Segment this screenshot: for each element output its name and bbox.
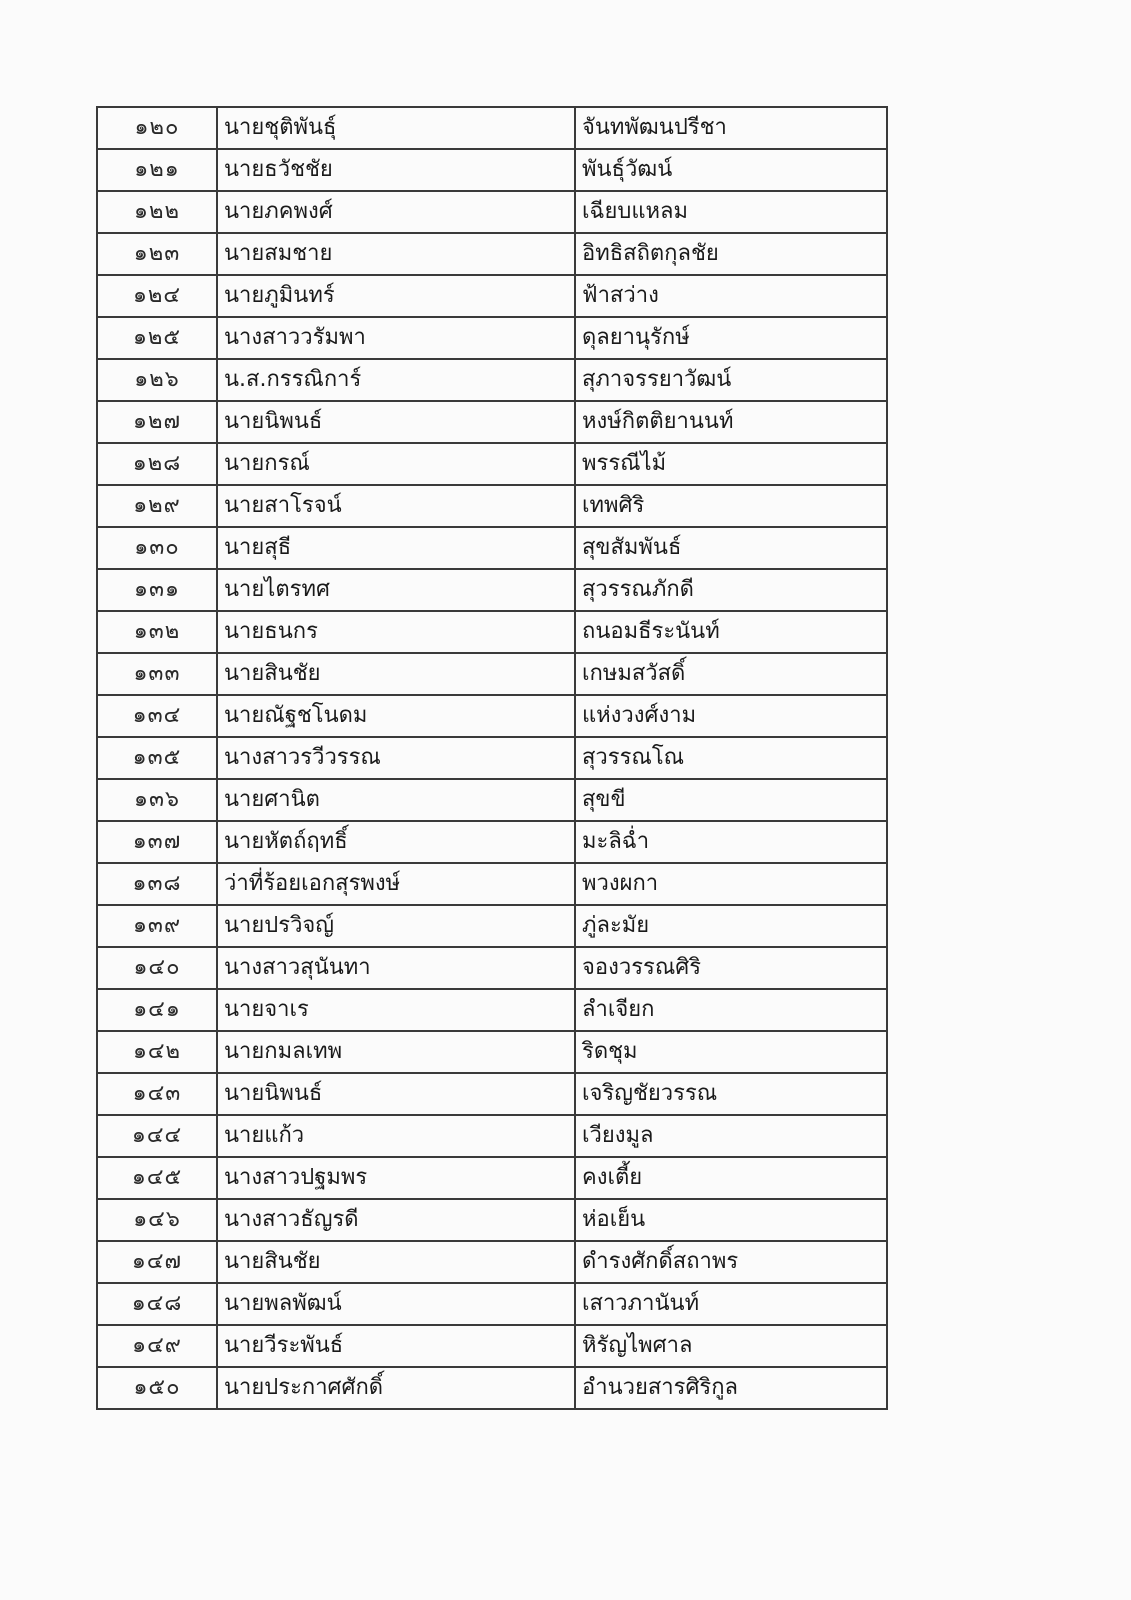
last-name: อำนวยสารศิริกูล	[575, 1367, 887, 1409]
row-number: ๑๓๔	[97, 695, 217, 737]
table-row	[97, 737, 887, 779]
row-number: ๑๒๒	[97, 191, 217, 233]
last-name: หิรัญไพศาล	[575, 1325, 887, 1367]
table-row	[97, 863, 887, 905]
table-row	[97, 527, 887, 569]
table-row	[97, 695, 887, 737]
row-number: ๑๕๐	[97, 1367, 217, 1409]
row-number: ๑๔๙	[97, 1325, 217, 1367]
row-number: ๑๒๘	[97, 443, 217, 485]
last-name: ริดชุม	[575, 1031, 887, 1073]
first-name: นายณัฐชโนดม	[217, 695, 575, 737]
table-row	[97, 485, 887, 527]
table-row	[97, 569, 887, 611]
last-name: ฟ้าสว่าง	[575, 275, 887, 317]
last-name: ลำเจียก	[575, 989, 887, 1031]
row-number: ๑๓๐	[97, 527, 217, 569]
last-name: มะลิฉ่ำ	[575, 821, 887, 863]
row-number: ๑๔๖	[97, 1199, 217, 1241]
first-name: น.ส.กรรณิการ์	[217, 359, 575, 401]
table-row	[97, 1157, 887, 1199]
table-row	[97, 359, 887, 401]
first-name: นายนิพนธ์	[217, 401, 575, 443]
table-row	[97, 779, 887, 821]
table-row	[97, 1073, 887, 1115]
table-row	[97, 611, 887, 653]
first-name: นายกมลเทพ	[217, 1031, 575, 1073]
table-row	[97, 1115, 887, 1157]
first-name: นางสาวปฐมพร	[217, 1157, 575, 1199]
row-number: ๑๔๘	[97, 1283, 217, 1325]
first-name: นายสมชาย	[217, 233, 575, 275]
table-row	[97, 947, 887, 989]
first-name: นายศานิต	[217, 779, 575, 821]
row-number: ๑๔๕	[97, 1157, 217, 1199]
row-number: ๑๓๓	[97, 653, 217, 695]
row-number: ๑๔๐	[97, 947, 217, 989]
last-name: พันธุ์วัฒน์	[575, 149, 887, 191]
last-name: เสาวภานันท์	[575, 1283, 887, 1325]
last-name: คงเตี้ย	[575, 1157, 887, 1199]
last-name: สุขขี	[575, 779, 887, 821]
table-row	[97, 233, 887, 275]
last-name: เกษมสวัสดิ์	[575, 653, 887, 695]
table-row	[97, 821, 887, 863]
table-row	[97, 401, 887, 443]
first-name: นายแก้ว	[217, 1115, 575, 1157]
first-name: นายสินชัย	[217, 653, 575, 695]
first-name: นางสาวธัญรดี	[217, 1199, 575, 1241]
table-row	[97, 653, 887, 695]
first-name: นายสินชัย	[217, 1241, 575, 1283]
row-number: ๑๒๕	[97, 317, 217, 359]
first-name: นายธนกร	[217, 611, 575, 653]
last-name: สุขสัมพันธ์	[575, 527, 887, 569]
last-name: จองวรรณศิริ	[575, 947, 887, 989]
last-name: เจริญชัยวรรณ	[575, 1073, 887, 1115]
row-number: ๑๓๘	[97, 863, 217, 905]
table-row	[97, 905, 887, 947]
table-row	[97, 1367, 887, 1409]
first-name: นายภคพงศ์	[217, 191, 575, 233]
last-name: เฉียบแหลม	[575, 191, 887, 233]
last-name: สุภาจรรยาวัฒน์	[575, 359, 887, 401]
first-name: นางสาวสุนันทา	[217, 947, 575, 989]
row-number: ๑๓๑	[97, 569, 217, 611]
first-name: นายธวัชชัย	[217, 149, 575, 191]
last-name: อิทธิสถิตกุลชัย	[575, 233, 887, 275]
last-name: ถนอมธีระนันท์	[575, 611, 887, 653]
last-name: หงษ์กิตติยานนท์	[575, 401, 887, 443]
row-number: ๑๓๗	[97, 821, 217, 863]
last-name: ภู่ละมัย	[575, 905, 887, 947]
table-row	[97, 443, 887, 485]
first-name: นายจาเร	[217, 989, 575, 1031]
first-name: นายประกาศศักดิ์	[217, 1367, 575, 1409]
last-name: ห่อเย็น	[575, 1199, 887, 1241]
row-number: ๑๒๖	[97, 359, 217, 401]
first-name: นายสาโรจน์	[217, 485, 575, 527]
first-name: นายพลพัฒน์	[217, 1283, 575, 1325]
last-name: ดุลยานุรักษ์	[575, 317, 887, 359]
table-row	[97, 149, 887, 191]
row-number: ๑๔๒	[97, 1031, 217, 1073]
last-name: จันทพัฒนปรีชา	[575, 107, 887, 149]
last-name: สุวรรณภักดี	[575, 569, 887, 611]
table-row	[97, 1199, 887, 1241]
first-name: นางสาววรัมพา	[217, 317, 575, 359]
row-number: ๑๒๑	[97, 149, 217, 191]
table-row	[97, 317, 887, 359]
row-number: ๑๓๙	[97, 905, 217, 947]
last-name: ดำรงศักดิ์สถาพร	[575, 1241, 887, 1283]
table-row	[97, 1283, 887, 1325]
last-name: พวงผกา	[575, 863, 887, 905]
first-name: นายกรณ์	[217, 443, 575, 485]
first-name: นายนิพนธ์	[217, 1073, 575, 1115]
first-name: นายไตรทศ	[217, 569, 575, 611]
table-row	[97, 191, 887, 233]
row-number: ๑๔๑	[97, 989, 217, 1031]
table-row	[97, 1031, 887, 1073]
first-name: นายภูมินทร์	[217, 275, 575, 317]
table-row	[97, 1325, 887, 1367]
name-list-body	[97, 107, 887, 1409]
table-row	[97, 1241, 887, 1283]
row-number: ๑๓๒	[97, 611, 217, 653]
table-row	[97, 107, 887, 149]
first-name: นายวีระพันธ์	[217, 1325, 575, 1367]
last-name: สุวรรณโณ	[575, 737, 887, 779]
last-name: แห่งวงศ์งาม	[575, 695, 887, 737]
last-name: เทพศิริ	[575, 485, 887, 527]
first-name: นายหัตถ์ฤทธิ์	[217, 821, 575, 863]
row-number: ๑๒๙	[97, 485, 217, 527]
first-name: นายปรวิจญ์	[217, 905, 575, 947]
first-name: ว่าที่ร้อยเอกสุรพงษ์	[217, 863, 575, 905]
row-number: ๑๒๗	[97, 401, 217, 443]
row-number: ๑๒๔	[97, 275, 217, 317]
row-number: ๑๔๗	[97, 1241, 217, 1283]
first-name: นายชุติพันธุ์	[217, 107, 575, 149]
row-number: ๑๔๔	[97, 1115, 217, 1157]
last-name: เวียงมูล	[575, 1115, 887, 1157]
row-number: ๑๓๕	[97, 737, 217, 779]
row-number: ๑๒๐	[97, 107, 217, 149]
table-row	[97, 275, 887, 317]
name-list-table	[96, 106, 888, 1410]
first-name: นายสุธี	[217, 527, 575, 569]
row-number: ๑๒๓	[97, 233, 217, 275]
last-name: พรรณีไม้	[575, 443, 887, 485]
row-number: ๑๔๓	[97, 1073, 217, 1115]
row-number: ๑๓๖	[97, 779, 217, 821]
first-name: นางสาวรวีวรรณ	[217, 737, 575, 779]
table-row	[97, 989, 887, 1031]
